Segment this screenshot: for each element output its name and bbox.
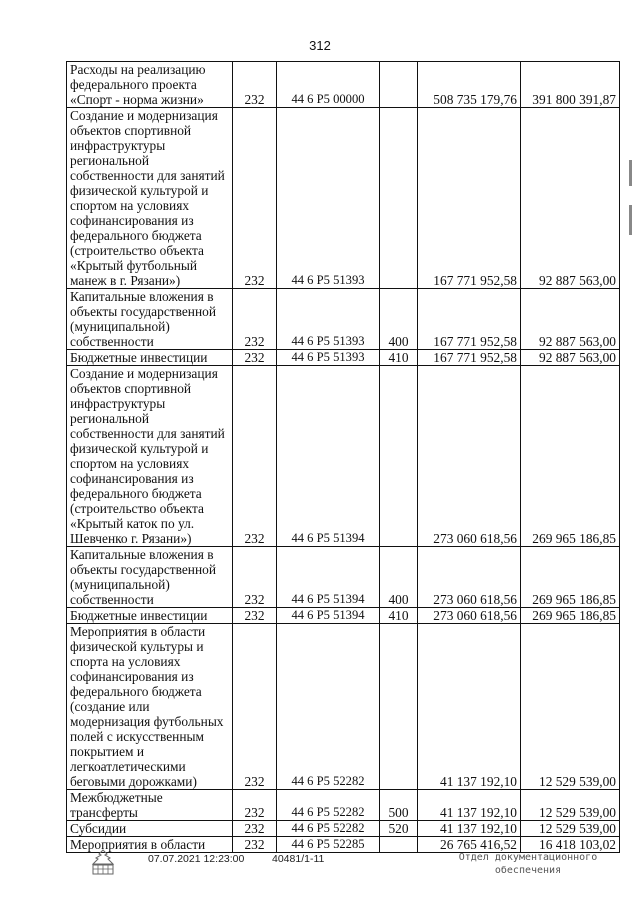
cell-amount-1: 273 060 618,56: [418, 547, 521, 608]
cell-amount-2: 92 887 563,00: [521, 108, 620, 289]
department-stamp: [448, 851, 608, 877]
cell-item-name: Расходы на реализацию федерального проекта «Спорт - норма жизни»: [67, 62, 233, 108]
cell-expense-type: [380, 108, 418, 289]
cell-amount-1: 508 735 179,76: [418, 62, 521, 108]
cell-expense-type: 400: [380, 547, 418, 608]
cell-item-name: Создание и модернизация объектов спортивной инфраструктуры региональной собственности для занятий физической культурой и спортом на условиях софинансирования из федерального бюджета (строительство объекта «Крытый футбольный манеж в г. Рязани»): [67, 108, 233, 289]
cell-expense-type: 520: [380, 821, 418, 837]
cell-amount-1: 273 060 618,56: [418, 366, 521, 547]
cell-amount-2: 269 965 186,85: [521, 547, 620, 608]
table-row: [67, 547, 620, 608]
stamp-line-2: обеспечения: [494, 865, 562, 876]
cell-chief-admin-code: 232: [233, 350, 277, 366]
cell-item-name: Мероприятия в области физической культуры и спорта на условиях софинансирования из федерального бюджета (создание или модернизация футбольных полей с искусственным покрытием и легкоатлетическими беговыми дорожками): [67, 624, 233, 790]
cell-target-article: 44 6 Р5 00000: [277, 62, 380, 108]
cell-expense-type: 500: [380, 790, 418, 821]
cell-amount-1: 41 137 192,10: [418, 624, 521, 790]
page-number: 312: [309, 38, 331, 53]
budget-table: [66, 61, 620, 853]
cell-chief-admin-code: 232: [233, 366, 277, 547]
table-row: [67, 62, 620, 108]
cell-amount-1: 41 137 192,10: [418, 821, 521, 837]
table-row: [67, 608, 620, 624]
footer-document-id: 40481/1-11: [272, 853, 325, 865]
cell-chief-admin-code: 232: [233, 289, 277, 350]
cell-item-name: Мероприятия в области: [67, 837, 233, 853]
cell-chief-admin-code: 232: [233, 821, 277, 837]
cell-chief-admin-code: 232: [233, 547, 277, 608]
scan-margin-mark: [629, 205, 632, 235]
cell-chief-admin-code: 232: [233, 624, 277, 790]
cell-amount-1: 167 771 952,58: [418, 350, 521, 366]
cell-item-name: Капитальные вложения в объекты государственной (муниципальной) собственности: [67, 289, 233, 350]
cell-amount-2: 92 887 563,00: [521, 289, 620, 350]
cell-item-name: Бюджетные инвестиции: [67, 350, 233, 366]
table-row: [67, 821, 620, 837]
cell-target-article: 44 6 Р5 51393: [277, 289, 380, 350]
cell-chief-admin-code: 232: [233, 108, 277, 289]
cell-target-article: 44 6 Р5 51393: [277, 108, 380, 289]
cell-amount-2: 12 529 539,00: [521, 624, 620, 790]
cell-expense-type: [380, 837, 418, 853]
cell-item-name: Капитальные вложения в объекты государственной (муниципальной) собственности: [67, 547, 233, 608]
cell-amount-2: 92 887 563,00: [521, 350, 620, 366]
cell-item-name: Создание и модернизация объектов спортивной инфраструктуры региональной собственности для занятий физической культурой и спортом на условиях софинансирования из федерального бюджета (строительство объекта «Крытый каток по ул. Шевченко г. Рязани»): [67, 366, 233, 547]
cell-amount-1: 273 060 618,56: [418, 608, 521, 624]
scan-margin-mark: [629, 160, 632, 186]
cell-expense-type: [380, 366, 418, 547]
cell-item-name: Субсидии: [67, 821, 233, 837]
cell-expense-type: [380, 624, 418, 790]
cell-amount-2: 391 800 391,87: [521, 62, 620, 108]
coat-of-arms-icon: [88, 848, 118, 878]
cell-amount-1: 167 771 952,58: [418, 289, 521, 350]
cell-target-article: 44 6 Р5 52282: [277, 790, 380, 821]
cell-target-article: 44 6 Р5 51394: [277, 366, 380, 547]
cell-target-article: 44 6 Р5 51393: [277, 350, 380, 366]
table-row: [67, 350, 620, 366]
cell-chief-admin-code: 232: [233, 62, 277, 108]
cell-target-article: 44 6 Р5 51394: [277, 608, 380, 624]
cell-amount-2: 269 965 186,85: [521, 366, 620, 547]
cell-target-article: 44 6 Р5 51394: [277, 547, 380, 608]
cell-item-name: Бюджетные инвестиции: [67, 608, 233, 624]
footer-datetime: 07.07.2021 12:23:00: [148, 853, 245, 865]
cell-expense-type: 410: [380, 350, 418, 366]
cell-item-name: Межбюджетные трансферты: [67, 790, 233, 821]
cell-amount-2: 12 529 539,00: [521, 790, 620, 821]
table-row: [67, 366, 620, 547]
cell-expense-type: 410: [380, 608, 418, 624]
cell-amount-1: 26 765 416,52: [418, 837, 521, 853]
table-row: [67, 289, 620, 350]
cell-target-article: 44 6 Р5 52282: [277, 624, 380, 790]
cell-expense-type: 400: [380, 289, 418, 350]
cell-amount-2: 12 529 539,00: [521, 821, 620, 837]
cell-expense-type: [380, 62, 418, 108]
cell-amount-2: 269 965 186,85: [521, 608, 620, 624]
stamp-line-1: Отдел документационного: [458, 852, 598, 863]
table-row: [67, 108, 620, 289]
cell-amount-1: 41 137 192,10: [418, 790, 521, 821]
cell-target-article: 44 6 Р5 52285: [277, 837, 380, 853]
table-row: [67, 624, 620, 790]
cell-chief-admin-code: 232: [233, 790, 277, 821]
cell-amount-2: 16 418 103,02: [521, 837, 620, 853]
cell-chief-admin-code: 232: [233, 608, 277, 624]
table-row: [67, 790, 620, 821]
cell-chief-admin-code: 232: [233, 837, 277, 853]
cell-amount-1: 167 771 952,58: [418, 108, 521, 289]
cell-target-article: 44 6 Р5 52282: [277, 821, 380, 837]
